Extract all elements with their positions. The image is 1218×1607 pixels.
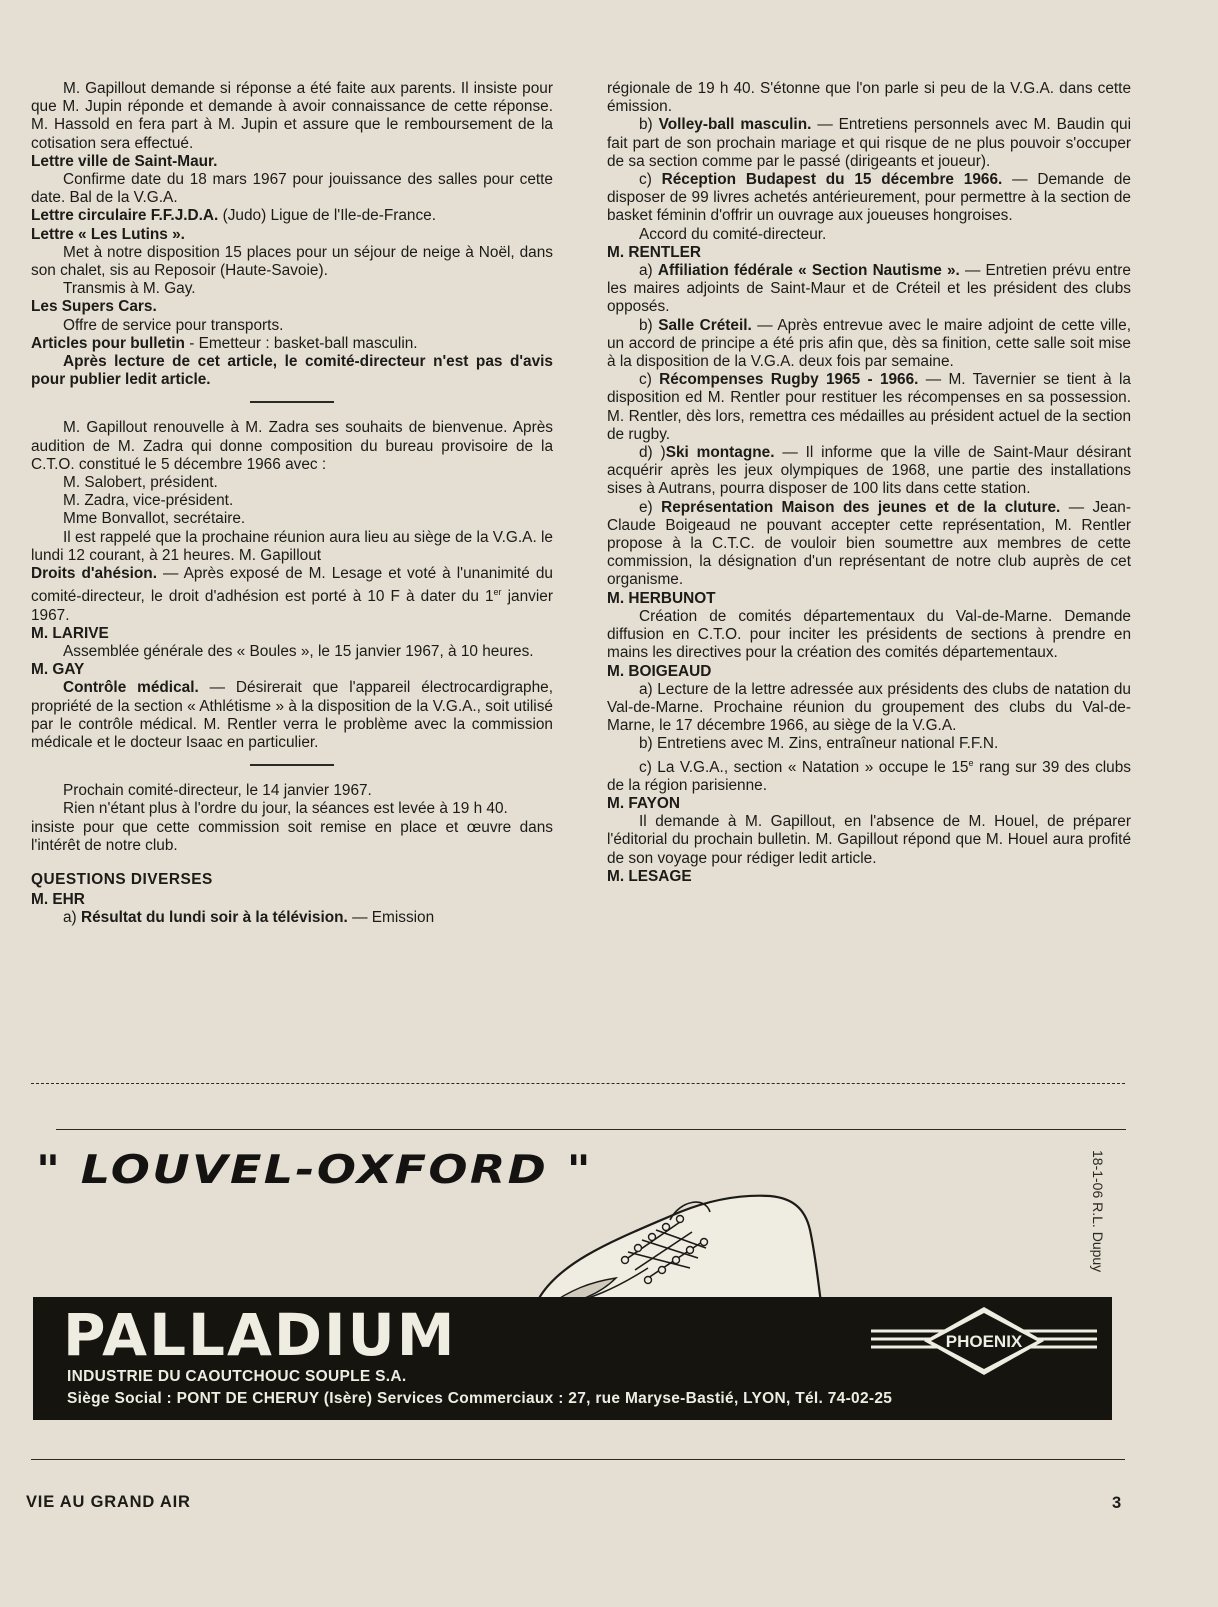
paragraph-larive: Assemblée générale des « Boules », le 15 janvier 1967, à 10 heures.: [63, 643, 534, 661]
bureau-member-zadra: M. Zadra, vice-président.: [63, 492, 234, 510]
heading-gay: M. GAY: [31, 661, 85, 679]
paragraph-controle-medical: Contrôle médical. — Désirerait que l'appareil électrocardigraphe, propriété de la section « Athlétisme » à la disposition de la V.G.A., soit utilisé par le contrôle médical. M. Rentler verra le problème avec la commission médicale et le docteur Isaac en particulier.: [31, 679, 553, 752]
heading-larive: M. LARIVE: [31, 624, 109, 642]
heading-ehr: M. EHR: [31, 891, 85, 909]
paragraph-volley-ball: b) Volley-ball masculin. — Entretiens personnels avec M. Baudin qui fait part de son prochain mariage et qui risque de ne plus pouvoir s'occuper de sa section comme par le passé (dirigeants et joueur).: [607, 116, 1131, 170]
bureau-member-bonvallot: Mme Bonvallot, secrétaire.: [63, 510, 246, 528]
heading-lesage: M. LESAGE: [607, 867, 692, 885]
bureau-member-salobert: M. Salobert, président.: [63, 474, 218, 492]
section-divider: [250, 764, 334, 766]
palladium-subtitle: INDUSTRIE DU CAOUTCHOUC SOUPLE S.A.: [67, 1368, 407, 1385]
palladium-title: PALLADIUM: [63, 1301, 457, 1369]
paragraph-seance-levee: Rien n'étant plus à l'ordre du jour, la séances est levée à 19 h 40.: [63, 800, 508, 818]
ad-credit: 18-1-06 R.L. Dupuy: [1090, 1150, 1106, 1273]
section-divider: [250, 401, 334, 403]
heading-herbunot: M. HERBUNOT: [607, 589, 716, 607]
paragraph-affiliation: a) Affiliation fédérale « Section Nautisme ». — Entretien prévu entre les maires adjoints de Saint-Maur et de Créteil et les président des clubs opposés.: [607, 262, 1131, 316]
paragraph-salle-creteil: b) Salle Créteil. — Après entrevue avec le maire adjoint de cette ville, un accord de principe a été pris afin que, dès sa finition, cette salle soit mise à la disposition de la V.G.A. deux fois par semaine.: [607, 316, 1131, 371]
footer-rule: [31, 1459, 1125, 1460]
paragraph-transmis: Transmis à M. Gay.: [63, 280, 196, 298]
dashed-rule-top: [31, 1083, 1125, 1084]
ad-top-rule: [56, 1129, 1126, 1130]
palladium-address: Siège Social : PONT DE CHERUY (Isère) Services Commerciaux : 27, rue Maryse-Bastié, LYON, Tél. 74-02-25: [67, 1390, 893, 1407]
ad-brand-louvel-oxford: " LOUVEL-OXFORD ": [36, 1148, 593, 1193]
paragraph-apres-lecture: Après lecture de cet article, le comité-directeur n'est pas d'avis pour publier ledit article.: [31, 353, 553, 389]
phoenix-logo: [869, 1305, 1099, 1377]
paragraph-recompenses-rugby: c) Récompenses Rugby 1965 - 1966. — M. Tavernier se tient à la disposition ed M. Rentler pour restituer les récompenses en sa possession. M. Rentler, dès lors, remettra ces médailles au président actuel de la section de rugby.: [607, 371, 1131, 443]
paragraph-insiste: insiste pour que cette commission soit remise en place et œuvre dans l'intérêt de notre club.: [31, 818, 553, 854]
paragraph-saint-maur: Confirme date du 18 mars 1967 pour jouissance des salles pour cette date. Bal de la V.G.A.: [31, 171, 553, 207]
heading-boigeaud: M. BOIGEAUD: [607, 662, 712, 680]
paragraph-accord: Accord du comité-directeur.: [639, 225, 827, 243]
paragraph-boigeaud-a: a) Lecture de la lettre adressée aux présidents des clubs de natation du Val-de-Marne. Prochaine réunion du groupement des clubs du Val-de-Marne, le 17 décembre 1966, au siège de la V.G.A.: [607, 680, 1131, 735]
paragraph-herbunot: Création de comités départementaux du Val-de-Marne. Demande diffusion en C.T.O. pour inciter les présidents de sections à prendre en mains les directives pour la création des comités départementaux.: [607, 607, 1131, 662]
paragraph-ski-montagne: d) )Ski montagne. — Il informe que la ville de Saint-Maur désirant acquérir après les jeux olympiques de 1968, une partie des installations sises à Autrans, pourra disposer de 100 lits dans cette station.: [607, 444, 1132, 498]
paragraph-renouvelle: M. Gapillout renouvelle à M. Zadra ses souhaits de bienvenue. Après audition de M. Zadra qui donne composition du bureau provisoire de la C.T.O. constitué le 5 décembre 1966 avec :: [31, 419, 553, 473]
paragraph-droits: Droits d'ahésion. — Après exposé de M. Lesage et voté à l'unanimité du comité-directeur, le droit d'adhésion est porté à 10 F à dater du 1er janvier 1967.: [31, 565, 553, 624]
paragraph-reponse-parents: M. Gapillout demande si réponse a été faite aux parents. Il insiste pour que M. Jupin réponde et demande à avoir connaissance de cette réponse. M. Hassold en fera part à M. Jupin et assure que le remboursement de la cotisation sera effectué.: [31, 80, 553, 152]
page-number: 3: [1112, 1494, 1122, 1512]
paragraph-circulaire: Lettre circulaire F.F.J.D.A. (Judo) Ligue de l'Ile-de-France.: [31, 207, 436, 225]
left-column: [31, 80, 553, 928]
paragraph-boigeaud-c: c) La V.G.A., section « Natation » occupe le 15e rang sur 39 des clubs de la région parisienne.: [607, 757, 1131, 794]
paragraph-representation: e) Représentation Maison des jeunes et de la cluture. — Jean-Claude Boigeaud ne pouvant accepter cette représentation, M. Rentler propose à la C.T.C. de vouloir bien soumettre aux membres de cette commission, la désignation d'un représentant de notre club auprès de cet organisme.: [607, 498, 1131, 589]
paragraph-supers-cars: Offre de service pour transports.: [63, 316, 284, 334]
phoenix-logo-text: PHOENIX: [945, 1332, 1023, 1351]
paragraph-regionale: régionale de 19 h 40. S'étonne que l'on parle si peu de la V.G.A. dans cette émission.: [607, 80, 1131, 116]
paragraph-fayon: Il demande à M. Gapillout, en l'absence de M. Houel, de préparer l'éditorial du prochain bulletin. M. Gapillout répond que M. Houel aura profité de son voyage pour rédiger ledit article.: [607, 813, 1131, 867]
heading-questions-diverses: QUESTIONS DIVERSES: [31, 871, 213, 889]
heading-lutins: Lettre « Les Lutins ».: [31, 225, 185, 243]
paragraph-boigeaud-b: b) Entretiens avec M. Zins, entraîneur national F.F.N.: [639, 735, 999, 753]
paragraph-rappele: Il est rappelé que la prochaine réunion aura lieu au siège de la V.G.A. le lundi 12 courant, à 21 heures. M. Gapillout: [31, 528, 553, 564]
heading-saint-maur: Lettre ville de Saint-Maur.: [31, 152, 218, 170]
paragraph-resultat-television: a) Résultat du lundi soir à la télévision. — Emission: [63, 909, 435, 927]
publication-name: VIE AU GRAND AIR: [26, 1493, 191, 1511]
palladium-banner: [33, 1297, 1112, 1420]
paragraph-budapest: c) Réception Budapest du 15 décembre 1966. — Demande de disposer de 99 livres achetés antérieurement, pour permettre à la section de basket féminin d'offrir un ouvrage aux joueuses hongroises.: [607, 171, 1131, 225]
right-column: [607, 80, 1131, 886]
heading-rentler: M. RENTLER: [607, 243, 702, 261]
heading-supers-cars: Les Supers Cars.: [31, 298, 157, 316]
paragraph-prochain-comite: Prochain comité-directeur, le 14 janvier 1967.: [63, 782, 372, 800]
paragraph-articles: Articles pour bulletin - Emetteur : basket-ball masculin.: [31, 334, 418, 352]
paragraph-lutins: Met à notre disposition 15 places pour un séjour de neige à Noël, dans son chalet, sis au Reposoir (Haute-Savoie).: [31, 243, 553, 280]
heading-fayon: M. FAYON: [607, 795, 680, 813]
